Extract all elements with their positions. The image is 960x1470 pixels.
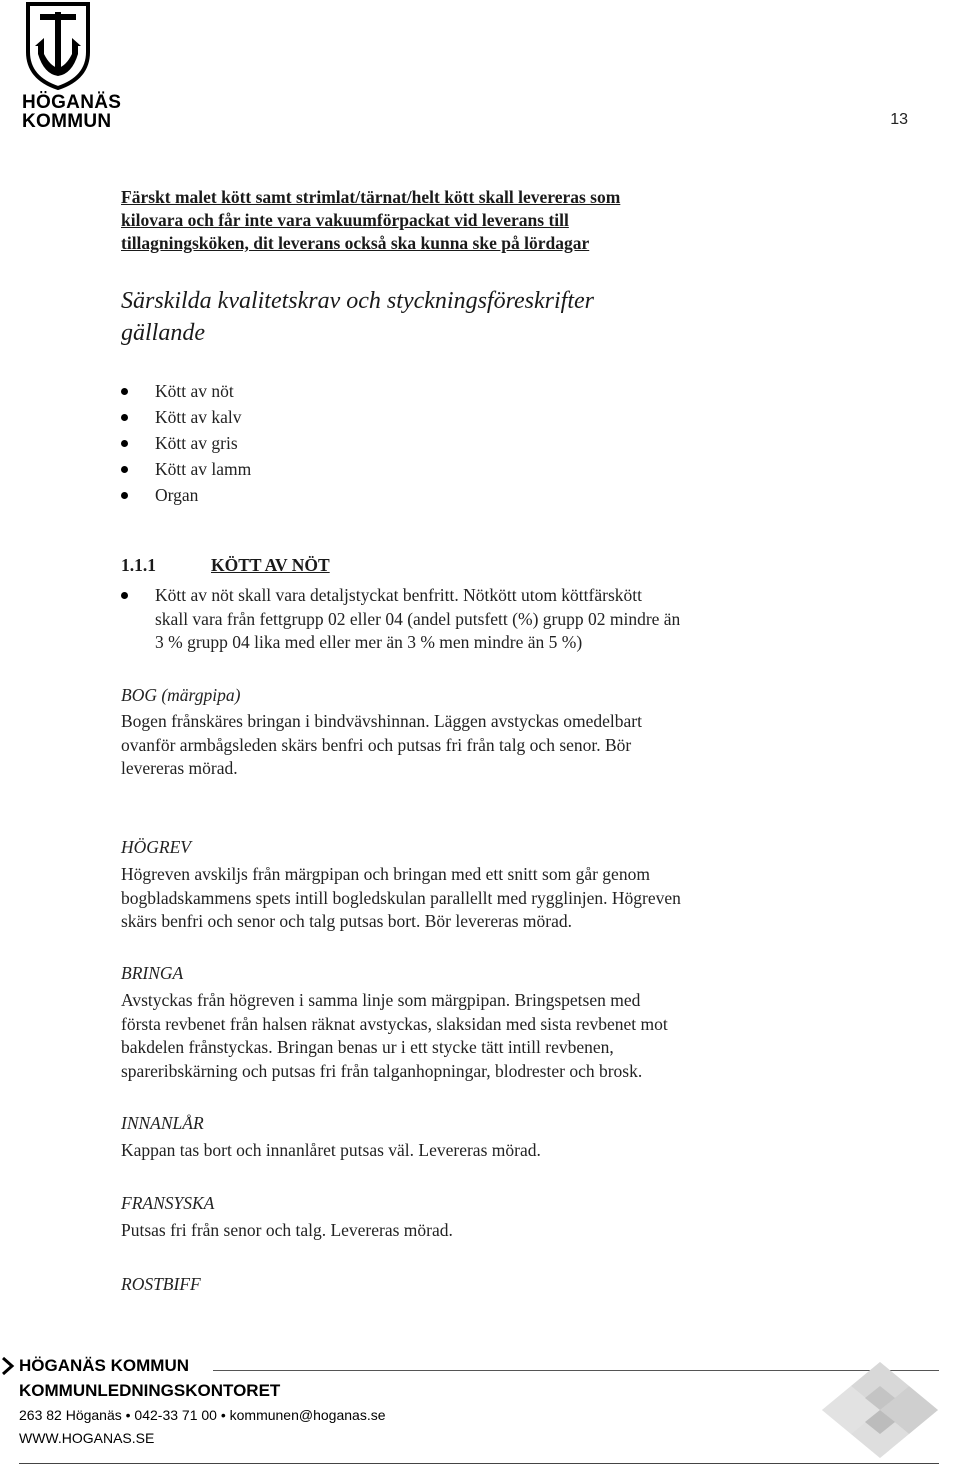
paragraph-line: Avstyckas från högreven i samma linje som märgpipan. Bringspetsen med xyxy=(121,990,641,1010)
paragraph-line: bakdelen frånstyckas. Bringan benas ur i ett stycke tätt intill revbenen, xyxy=(121,1037,614,1057)
innanlar-paragraph xyxy=(121,1139,761,1163)
list-item: Kött av gris xyxy=(121,430,251,456)
list-item: Kött av lamm xyxy=(121,456,251,482)
paragraph-line: bogbladskammens spets intill bogledskulan parallellt med rygglinjen. Högreven xyxy=(121,887,681,908)
paragraph-line: ovanför armbågsleden skärs benfri och putsas fri från talg och senor. Bör xyxy=(121,734,632,755)
paragraph-line: Högreven avskiljs från märgpipan och bringan med ett snitt som går genom xyxy=(121,864,650,884)
heading-number: 1.1.1 xyxy=(121,555,156,575)
bog-paragraph xyxy=(121,710,761,781)
beef-requirements-paragraph xyxy=(121,584,761,655)
meat-type-list xyxy=(121,378,251,508)
list-item: Kött av nöt xyxy=(121,378,251,404)
intro-notice xyxy=(121,186,761,255)
logo-text-line2: KOMMUN xyxy=(22,111,112,132)
heading-title: KÖTT AV NÖT xyxy=(211,555,330,575)
paragraph-line: Kött av nöt skall vara detaljstyckat benfritt. Nötkött utom köttfärskött xyxy=(155,585,642,605)
list-item: Kött av kalv xyxy=(121,404,251,430)
footer-arrow-icon xyxy=(0,1356,16,1381)
rostbiff-title: ROSTBIFF xyxy=(121,1274,201,1294)
intro-line: kilovara och får inte vara vakuumförpackat vid leverans till xyxy=(121,210,569,230)
intro-line: tillagningsköken, dit leverans också ska kunna ske på lördagar xyxy=(121,233,590,253)
fransyska-paragraph xyxy=(121,1219,761,1243)
footer-website-link[interactable]: WWW.HOGANAS.SE xyxy=(19,1430,155,1446)
fransyska-title: FRANSYSKA xyxy=(121,1193,215,1213)
section-title-line: gällande xyxy=(121,320,205,346)
page-number: 13 xyxy=(890,111,908,128)
footer-organization-name: HÖGANÄS KOMMUN xyxy=(19,1356,189,1375)
footer-department: KOMMUNLEDNINGSKONTORET xyxy=(19,1381,281,1400)
footer-bottom-divider xyxy=(19,1463,939,1464)
section-title-line: Särskilda kvalitetskrav och styckningsföreskrifter xyxy=(121,288,595,314)
paragraph-line: levereras mörad. xyxy=(121,758,238,778)
paragraph-line: skall vara från fettgrupp 02 eller 04 (andel putsfett (%) grupp 02 mindre än xyxy=(155,608,681,629)
paragraph-line: 3 % grupp 04 lika med eller mer än 3 % men mindre än 5 %) xyxy=(155,632,583,652)
paragraph-line: första revbenet från halsen räknat avstyckas, slaksidan med sista revbenet mot xyxy=(121,1013,668,1034)
intro-line: Färskt malet kött samt strimlat/tärnat/helt kött skall levereras som xyxy=(121,187,621,207)
footer-diamond-pattern-graphic xyxy=(820,1360,940,1465)
paragraph-line: skärs benfri och senor och talg putsas bort. Bör levereras mörad. xyxy=(121,911,572,931)
anchor-shield-icon xyxy=(22,0,94,90)
logo-text-line1: HÖGANÄS xyxy=(22,92,122,113)
paragraph-line: Kappan tas bort och innanlåret putsas väl. Levereras mörad. xyxy=(121,1140,541,1160)
hogrev-title: HÖGREV xyxy=(121,837,191,857)
hogrev-paragraph xyxy=(121,863,761,934)
innanlar-title: INNANLÅR xyxy=(121,1113,204,1133)
bog-title: BOG (märgpipa) xyxy=(121,685,241,705)
paragraph-line: Bogen frånskäres bringan i bindvävshinnan. Läggen avstyckas omedelbart xyxy=(121,711,642,731)
bringa-title: BRINGA xyxy=(121,963,184,983)
section-title xyxy=(121,285,741,349)
footer-contact-info: 263 82 Höganäs • 042-33 71 00 • kommunen@hoganas.se xyxy=(19,1407,386,1423)
paragraph-line: spareribskärning och putsas fri från talganhopningar, blodrester och brosk. xyxy=(121,1060,643,1081)
list-item: Organ xyxy=(121,482,251,508)
paragraph-line: Putsas fri från senor och talg. Levereras mörad. xyxy=(121,1220,453,1240)
bringa-paragraph xyxy=(121,989,761,1083)
